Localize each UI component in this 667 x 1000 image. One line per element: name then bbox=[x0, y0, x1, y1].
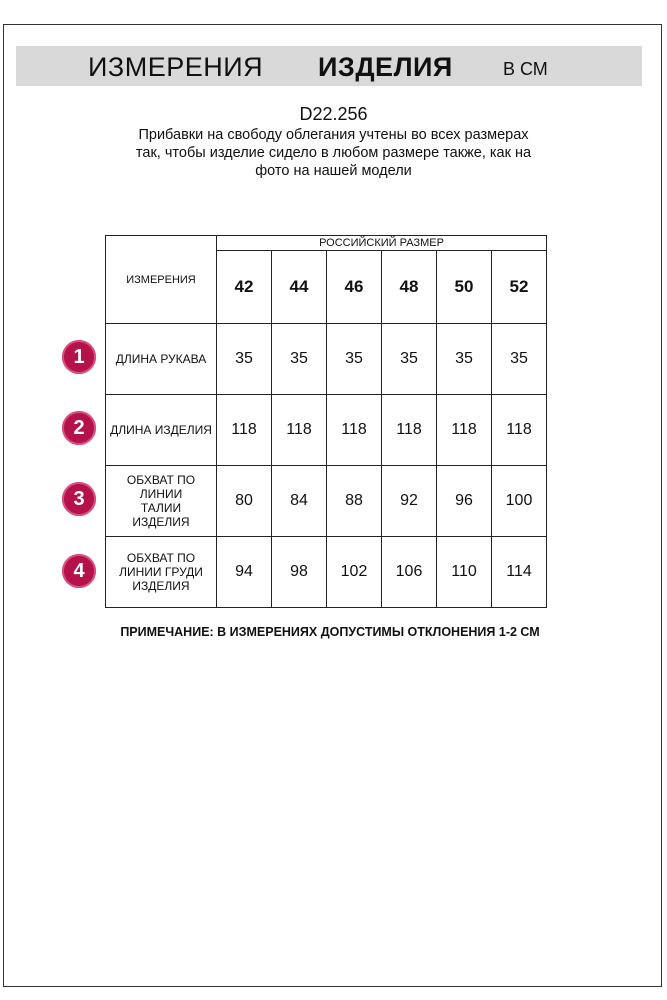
table-row bbox=[106, 395, 547, 466]
size-table bbox=[105, 235, 547, 608]
table-cell: 88 bbox=[327, 466, 382, 537]
table-row bbox=[106, 324, 547, 395]
description bbox=[0, 126, 667, 180]
table-cell: 118 bbox=[327, 395, 382, 466]
table-cell: 118 bbox=[492, 395, 547, 466]
row-label bbox=[106, 466, 217, 537]
row-label: ДЛИНА РУКАВА bbox=[106, 324, 217, 395]
table-cell: 94 bbox=[217, 537, 272, 608]
size-header: 50 bbox=[437, 251, 492, 324]
badge-number-icon: 4 bbox=[62, 554, 96, 588]
table-cell: 110 bbox=[437, 537, 492, 608]
badge-number-icon: 2 bbox=[62, 411, 96, 445]
product-code: D22.256 bbox=[299, 104, 368, 124]
table-cell: 118 bbox=[272, 395, 327, 466]
table-cell: 118 bbox=[382, 395, 437, 466]
description-line: фото на нашей модели bbox=[255, 163, 412, 179]
table-row bbox=[106, 537, 547, 608]
table-cell: 96 bbox=[437, 466, 492, 537]
table-cell: 118 bbox=[217, 395, 272, 466]
table-cell: 80 bbox=[217, 466, 272, 537]
description-line: Прибавки на свободу облегания учтены во всех размерах bbox=[138, 127, 529, 143]
header-title-measurements: ИЗМЕРЕНИЯ bbox=[88, 52, 264, 82]
table-cell: 35 bbox=[382, 324, 437, 395]
row-label-text: ОБХВАТ ПО ЛИНИИ ТАЛИИ ИЗДЕЛИЯ bbox=[126, 473, 196, 529]
badge-number-icon: 1 bbox=[62, 340, 96, 374]
header-unit: В СМ bbox=[503, 59, 548, 79]
description-line: так, чтобы изделие сидело в любом размере также, как на bbox=[135, 145, 532, 161]
table-cell: 114 bbox=[492, 537, 547, 608]
measurements-header: ИЗМЕРЕНИЯ bbox=[106, 236, 217, 324]
table-cell: 35 bbox=[327, 324, 382, 395]
header-title-item: ИЗДЕЛИЯ bbox=[318, 52, 453, 82]
size-header: 52 bbox=[492, 251, 547, 324]
size-header: 46 bbox=[327, 251, 382, 324]
size-header: 42 bbox=[217, 251, 272, 324]
table-cell: 100 bbox=[492, 466, 547, 537]
table-cell: 102 bbox=[327, 537, 382, 608]
table-cell: 84 bbox=[272, 466, 327, 537]
table-cell: 98 bbox=[272, 537, 327, 608]
table-cell: 35 bbox=[217, 324, 272, 395]
russian-size-header: РОССИЙСКИЙ РАЗМЕР bbox=[217, 236, 547, 251]
row-label: ДЛИНА ИЗДЕЛИЯ bbox=[106, 395, 217, 466]
size-header: 48 bbox=[382, 251, 437, 324]
badge-number-icon: 3 bbox=[62, 482, 96, 516]
table-cell: 118 bbox=[437, 395, 492, 466]
row-label bbox=[106, 537, 217, 608]
note: ПРИМЕЧАНИЕ: В ИЗМЕРЕНИЯХ ДОПУСТИМЫ ОТКЛОНЕНИЯ 1-2 СМ bbox=[120, 625, 540, 639]
table-cell: 35 bbox=[272, 324, 327, 395]
table-cell: 35 bbox=[492, 324, 547, 395]
table-cell: 35 bbox=[437, 324, 492, 395]
table-cell: 92 bbox=[382, 466, 437, 537]
size-header: 44 bbox=[272, 251, 327, 324]
row-label-text: ОБХВАТ ПО ЛИНИИ ГРУДИ ИЗДЕЛИЯ bbox=[119, 551, 203, 593]
table-row bbox=[106, 466, 547, 537]
table-cell: 106 bbox=[382, 537, 437, 608]
